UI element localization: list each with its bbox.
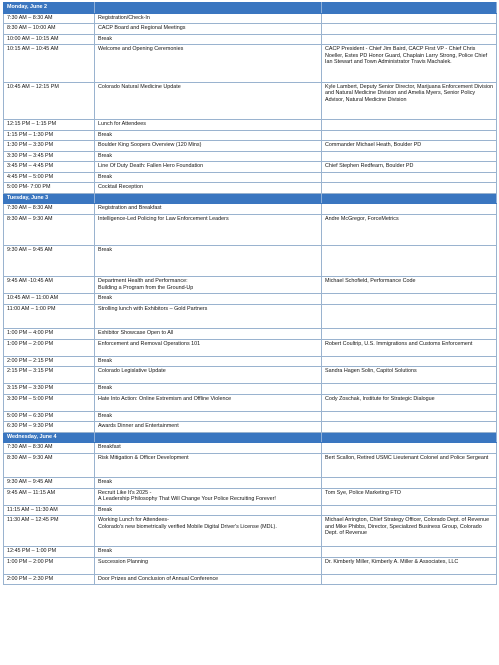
schedule-row [4, 277, 497, 294]
speaker-cell: Cody Zoschak, Institute for Strategic Dialogue [322, 394, 497, 411]
event-cell: Strolling lunch with Exhibitors – Gold Partners [95, 304, 322, 329]
speaker-cell [322, 443, 497, 454]
schedule-row [4, 204, 497, 215]
event-cell: Welcome and Opening Ceremonies [95, 45, 322, 83]
day-header-filler [95, 432, 322, 443]
event-cell: Risk Mitigation & Officer Development [95, 453, 322, 478]
speaker-cell [322, 120, 497, 131]
speaker-cell [322, 245, 497, 277]
time-cell: 2:00 PM – 2:30 PM [4, 574, 95, 585]
schedule-row [4, 516, 497, 547]
day-header: Tuesday, June 3 [4, 193, 95, 204]
schedule-row [4, 214, 497, 245]
schedule-row [4, 394, 497, 411]
speaker-cell [322, 547, 497, 558]
event-cell: Break [95, 130, 322, 141]
time-cell: 9:45 AM -10:45 AM [4, 277, 95, 294]
event-cell: Break [95, 245, 322, 277]
schedule-row [4, 367, 497, 384]
speaker-cell [322, 574, 497, 585]
speaker-cell [322, 130, 497, 141]
time-cell: 7:30 AM – 8:30 AM [4, 13, 95, 24]
speaker-cell [322, 304, 497, 329]
speaker-cell [322, 505, 497, 516]
event-cell: Colorado Natural Medicine Update [95, 82, 322, 120]
speaker-cell [322, 329, 497, 340]
schedule-row [4, 411, 497, 422]
schedule-row [4, 478, 497, 489]
speaker-cell: Michael Schofield, Performance Code [322, 277, 497, 294]
schedule-row [4, 34, 497, 45]
time-cell: 1:15 PM – 1:30 PM [4, 130, 95, 141]
time-cell: 12:45 PM – 1:00 PM [4, 547, 95, 558]
time-cell: 5:00 PM- 7:00 PM [4, 183, 95, 194]
schedule-row [4, 24, 497, 35]
event-cell: Break [95, 172, 322, 183]
event-cell: Awards Dinner and Entertainment [95, 422, 322, 433]
event-cell: Boulder King Soopers Overview (120 Mins) [95, 141, 322, 152]
time-cell: 6:30 PM – 9:30 PM [4, 422, 95, 433]
time-cell: 10:00 AM – 10:15 AM [4, 34, 95, 45]
day-header-row [4, 432, 497, 443]
speaker-cell: Tom Sye, Police Marketing FTO [322, 488, 497, 505]
speaker-cell: Michael Arrington, Chief Strategy Officer, Colorado Dept. of Revenue and Mike Phibbs, Director, Specialized Business Group, Colorado Dept. of Revenue [322, 516, 497, 547]
day-header-filler [95, 193, 322, 204]
time-cell: 10:45 AM – 11:00 AM [4, 294, 95, 305]
schedule-table [3, 2, 497, 585]
event-cell: Break [95, 34, 322, 45]
event-cell: Colorado Legislative Update [95, 367, 322, 384]
event-cell: Break [95, 505, 322, 516]
event-cell: Intelligence-Led Policing for Law Enforcement Leaders [95, 214, 322, 245]
event-cell: Registration and Breakfast [95, 204, 322, 215]
time-cell: 3:30 PM – 5:00 PM [4, 394, 95, 411]
schedule-row [4, 329, 497, 340]
speaker-cell [322, 204, 497, 215]
schedule-row [4, 453, 497, 478]
event-cell: Break [95, 356, 322, 367]
schedule-row [4, 384, 497, 395]
event-cell: Break [95, 294, 322, 305]
schedule-row [4, 120, 497, 131]
speaker-cell: Kyle Lambert, Deputy Senior Director, Marijuana Enforcement Division and Natural Medicine Division and Amelia Myers, Senior Policy Advisor, Natural Medicine Division [322, 82, 497, 120]
time-cell: 11:15 AM – 11:30 AM [4, 505, 95, 516]
schedule-row [4, 488, 497, 505]
event-cell: Department Health and Performance: Building a Program from the Ground-Up [95, 277, 322, 294]
event-cell: Registration/Check-In [95, 13, 322, 24]
schedule-row [4, 151, 497, 162]
speaker-cell: Dr. Kimberly Miller, Kimberly A. Miller & Associates, LLC [322, 557, 497, 574]
time-cell: 10:45 AM – 12:15 PM [4, 82, 95, 120]
event-cell: CACP Board and Regional Meetings [95, 24, 322, 35]
time-cell: 3:45 PM – 4:45 PM [4, 162, 95, 173]
speaker-cell [322, 422, 497, 433]
time-cell: 10:15 AM – 10:45 AM [4, 45, 95, 83]
time-cell: 1:00 PM – 2:00 PM [4, 339, 95, 356]
speaker-cell [322, 478, 497, 489]
event-cell: Break [95, 547, 322, 558]
time-cell: 1:00 PM – 4:00 PM [4, 329, 95, 340]
schedule-row [4, 557, 497, 574]
event-cell: Succession Planning [95, 557, 322, 574]
speaker-cell: Chief Stephen Redfearn, Boulder PD [322, 162, 497, 173]
speaker-cell [322, 172, 497, 183]
speaker-cell [322, 384, 497, 395]
event-cell: Hate Into Action: Online Extremism and Offline Violence [95, 394, 322, 411]
event-cell: Breakfast [95, 443, 322, 454]
time-cell: 3:30 PM – 3:45 PM [4, 151, 95, 162]
event-cell: Lunch for Attendees [95, 120, 322, 131]
speaker-cell: Andre McGregor, ForceMetrics [322, 214, 497, 245]
schedule-row [4, 130, 497, 141]
speaker-cell: Sandra Hagen Solin, Capitol Solutions [322, 367, 497, 384]
speaker-cell [322, 34, 497, 45]
speaker-cell: Robert Coultrip, U.S. Immigrations and Customs Enforcement [322, 339, 497, 356]
event-cell: Break [95, 478, 322, 489]
day-header-row [4, 193, 497, 204]
event-cell: Recruit Like It's 2025 - A Leadership Philosophy That Will Change Your Police Recruiting Forever! [95, 488, 322, 505]
event-cell: Working Lunch for Attendees- Colorado's new biometrically verified Mobile Digital Driver's License (MDL). [95, 516, 322, 547]
day-header-filler [322, 3, 497, 14]
schedule-row [4, 13, 497, 24]
event-cell: Door Prizes and Conclusion of Annual Conference [95, 574, 322, 585]
schedule-row [4, 183, 497, 194]
time-cell: 11:00 AM – 1:00 PM [4, 304, 95, 329]
event-cell: Break [95, 151, 322, 162]
event-cell: Line Of Duty Death: Fallen Hero Foundation [95, 162, 322, 173]
speaker-cell: Commander Michael Heath, Boulder PD [322, 141, 497, 152]
time-cell: 11:30 AM – 12:45 PM [4, 516, 95, 547]
schedule-row [4, 294, 497, 305]
time-cell: 12:15 PM – 1:15 PM [4, 120, 95, 131]
time-cell: 8:30 AM – 10:00 AM [4, 24, 95, 35]
schedule-row [4, 547, 497, 558]
day-header: Monday, June 2 [4, 3, 95, 14]
schedule-row [4, 45, 497, 83]
schedule-row [4, 574, 497, 585]
time-cell: 2:00 PM – 2:15 PM [4, 356, 95, 367]
speaker-cell: CACP President - Chief Jim Baird, CACP First VP - Chief Chris Noeller, Estes PD Honor Guard, Chaplain Larry Strong, Police Chief Ian Stewart and Town Administrator Travis Machalek. [322, 45, 497, 83]
time-cell: 5:00 PM – 6:30 PM [4, 411, 95, 422]
schedule-row [4, 339, 497, 356]
schedule-row [4, 141, 497, 152]
schedule-body [4, 3, 497, 585]
schedule-row [4, 162, 497, 173]
time-cell: 9:45 AM – 11:15 AM [4, 488, 95, 505]
schedule-row [4, 443, 497, 454]
time-cell: 8:30 AM – 9:30 AM [4, 453, 95, 478]
event-cell: Break [95, 411, 322, 422]
schedule-row [4, 304, 497, 329]
time-cell: 3:15 PM – 3:30 PM [4, 384, 95, 395]
day-header-row [4, 3, 497, 14]
time-cell: 8:30 AM – 9:30 AM [4, 214, 95, 245]
schedule-row [4, 356, 497, 367]
time-cell: 1:00 PM – 2:00 PM [4, 557, 95, 574]
day-header-filler [322, 432, 497, 443]
day-header-filler [95, 3, 322, 14]
schedule-row [4, 505, 497, 516]
speaker-cell [322, 411, 497, 422]
time-cell: 9:30 AM – 9:45 AM [4, 245, 95, 277]
event-cell: Cocktail Reception [95, 183, 322, 194]
speaker-cell [322, 356, 497, 367]
schedule-row [4, 422, 497, 433]
event-cell: Enforcement and Removal Operations 101 [95, 339, 322, 356]
time-cell: 7:30 AM – 8:30 AM [4, 204, 95, 215]
time-cell: 1:30 PM – 3:30 PM [4, 141, 95, 152]
speaker-cell: Bert Scallon, Retired USMC Lieutenant Colonel and Police Sergeant [322, 453, 497, 478]
speaker-cell [322, 183, 497, 194]
time-cell: 7:30 AM – 8:30 AM [4, 443, 95, 454]
day-header: Wednesday, June 4 [4, 432, 95, 443]
schedule-row [4, 172, 497, 183]
day-header-filler [322, 193, 497, 204]
speaker-cell [322, 294, 497, 305]
time-cell: 2:15 PM – 3:15 PM [4, 367, 95, 384]
event-cell: Exhibitor Showcase Open to All [95, 329, 322, 340]
event-cell: Break [95, 384, 322, 395]
schedule-row [4, 82, 497, 120]
time-cell: 9:30 AM – 9:45 AM [4, 478, 95, 489]
schedule-row [4, 245, 497, 277]
speaker-cell [322, 151, 497, 162]
speaker-cell [322, 13, 497, 24]
speaker-cell [322, 24, 497, 35]
time-cell: 4:45 PM – 5:00 PM [4, 172, 95, 183]
